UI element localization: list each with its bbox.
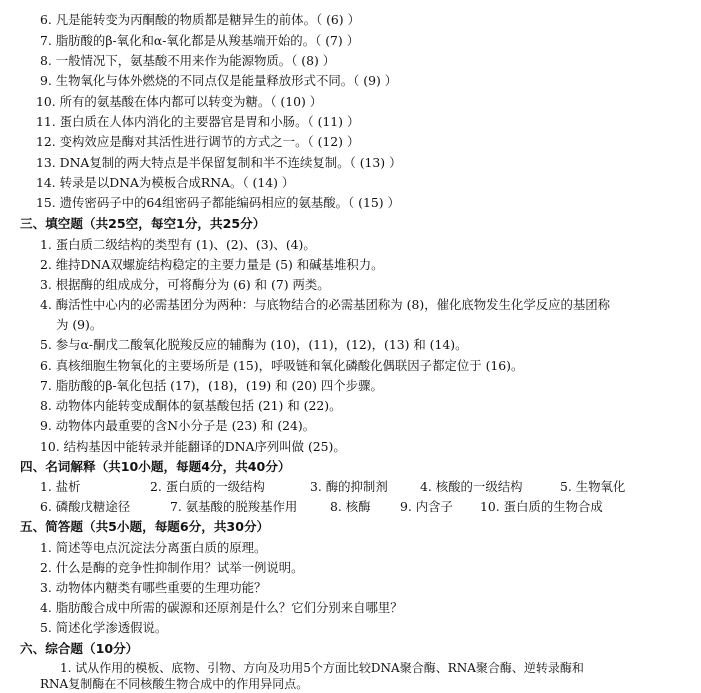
tf-item-12: 12. 变构效应是酶对其活性进行调节的方式之一。（ (12) ） [36, 134, 360, 149]
tf-item-10: 10. 所有的氨基酸在体内都可以转变为糖。（ (10) ） [36, 94, 323, 109]
term-8: 8. 核酶 [330, 499, 371, 514]
fill-item-1: 1. 蛋白质二级结构的类型有 (1)、(2)、(3)、(4)。 [40, 237, 316, 252]
fill-item-4: 4. 酶活性中心内的必需基团分为两种：与底物结合的必需基团称为 (8)，催化底物发生化学反应的基团称 [40, 297, 611, 312]
term-9: 9. 内含子 [400, 499, 453, 514]
tf-item-9: 9. 生物氧化与体外燃烧的不同点仅是能量释放形式不同。（ (9) ） [40, 73, 398, 88]
term-4: 4. 核酸的一级结构 [420, 479, 523, 494]
terms-heading: 四、名词解释（共10小题，每题4分，共40分） [20, 459, 291, 474]
comp-heading: 六、综合题（10分） [20, 641, 139, 656]
short-item-5: 5. 简述化学渗透假说。 [40, 620, 168, 635]
short-item-3: 3. 动物体内糖类有哪些重要的生理功能？ [40, 580, 267, 595]
fill-item-4-cont: 为 (9)。 [56, 317, 103, 332]
comp-question-line-1: 1. 试从作用的模板、底物、引物、方向及功用5个方面比较DNA聚合酶、RNA聚合酶、逆转录酶和 [60, 661, 584, 675]
tf-item-6: 6. 凡是能转变为丙酮酸的物质都是糖异生的前体。（ (6) ） [40, 12, 360, 27]
term-3: 3. 酶的抑制剂 [310, 479, 388, 494]
term-2: 2. 蛋白质的一级结构 [150, 479, 265, 494]
short-item-1: 1. 简述等电点沉淀法分离蛋白质的原理。 [40, 540, 267, 555]
term-10: 10. 蛋白质的生物合成 [480, 499, 603, 514]
fill-item-3: 3. 根据酶的组成成分，可将酶分为 (6) 和 (7) 两类。 [40, 277, 330, 292]
short-item-2: 2. 什么是酶的竞争性抑制作用？试举一例说明。 [40, 560, 304, 575]
term-7: 7. 氨基酸的脱羧基作用 [170, 499, 298, 514]
fill-item-8: 8. 动物体内能转变成酮体的氨基酸包括 (21) 和 (22)。 [40, 398, 342, 413]
short-heading: 五、简答题（共5小题，每题6分，共30分） [20, 519, 270, 534]
fill-item-2: 2. 维持DNA双螺旋结构稳定的主要力量是 (5) 和碱基堆积力。 [40, 257, 384, 272]
tf-item-15: 15. 遗传密码子中的64组密码子都能编码相应的氨基酸。（ (15) ） [36, 195, 400, 210]
tf-item-7: 7. 脂肪酸的β-氧化和α-氧化都是从羧基端开始的。（ (7) ） [40, 33, 360, 48]
fill-item-7: 7. 脂肪酸的β-氧化包括 (17)，(18)，(19) 和 (20) 四个步骤。 [40, 378, 383, 393]
term-5: 5. 生物氧化 [560, 479, 626, 494]
fill-item-10: 10. 结构基因中能转录并能翻译的DNA序列叫做 (25)。 [40, 439, 346, 454]
tf-item-11: 11. 蛋白质在人体内消化的主要器官是胃和小肠。（ (11) ） [36, 114, 360, 129]
term-1: 1. 盐析 [40, 479, 81, 494]
fill-item-9: 9. 动物体内最重要的含N小分子是 (23) 和 (24)。 [40, 418, 316, 433]
comp-question-line-2: RNA复制酶在不同核酸生物合成中的作用异同点。 [40, 677, 309, 691]
fill-item-6: 6. 真核细胞生物氧化的主要场所是 (15)，呼吸链和氧化磷酸化偶联因子都定位于 (16)。 [40, 358, 524, 373]
tf-item-8: 8. 一般情况下，氨基酸不用来作为能源物质。（ (8) ） [40, 53, 336, 68]
fill-item-5: 5. 参与α-酮戊二酸氧化脱羧反应的辅酶为 (10)，(11)，(12)，(13) 和 (14)。 [40, 337, 468, 352]
tf-item-13: 13. DNA复制的两大特点是半保留复制和半不连续复制。（ (13) ） [36, 155, 402, 170]
fill-heading: 三、填空题（共25空，每空1分，共25分） [20, 216, 266, 231]
short-item-4: 4. 脂肪酸合成中所需的碳源和还原剂是什么？它们分别来自哪里？ [40, 600, 403, 615]
term-6: 6. 磷酸戊糖途径 [40, 499, 131, 514]
tf-item-14: 14. 转录是以DNA为模板合成RNA。（ (14) ） [36, 175, 295, 190]
